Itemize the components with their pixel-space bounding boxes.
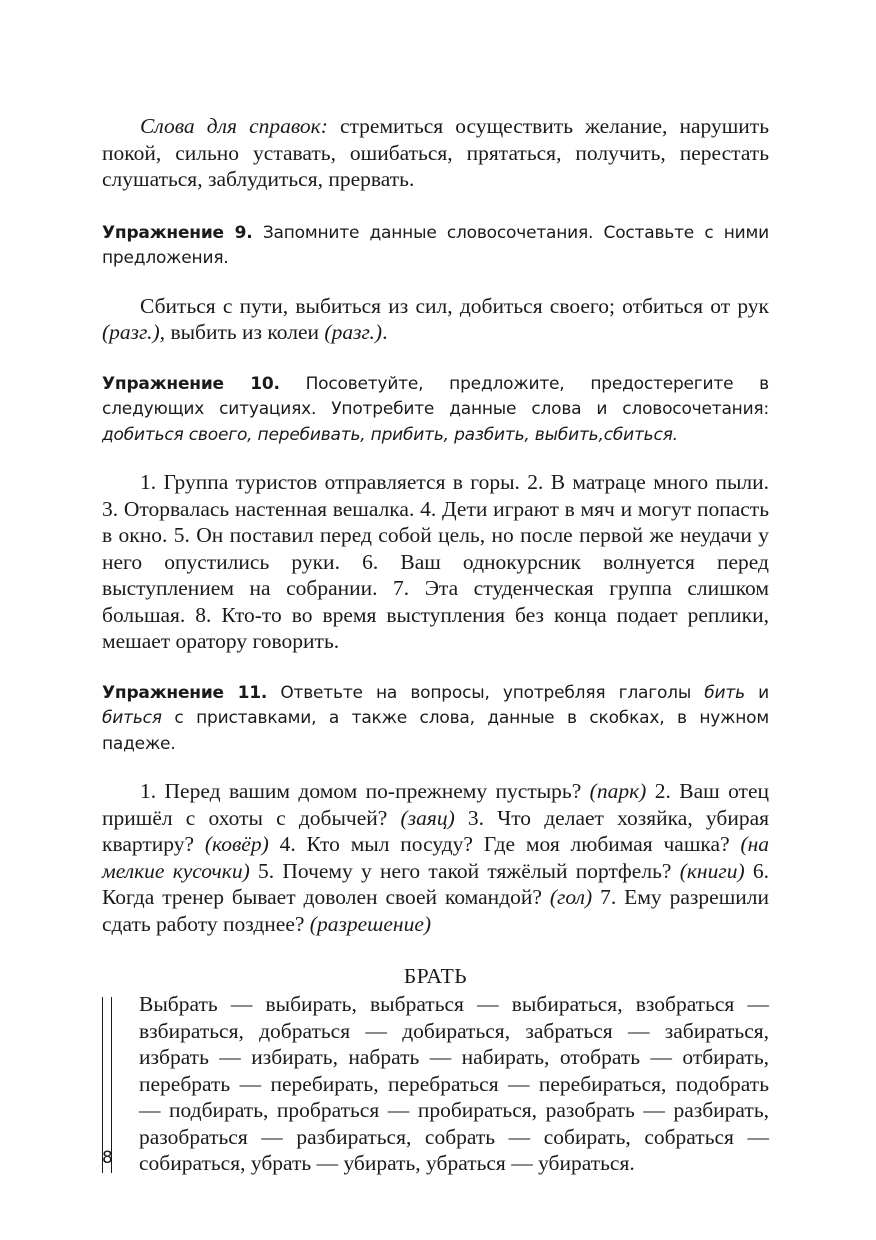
exercise-9-text-b: выбить из колеи	[165, 320, 325, 344]
exercise-10-words: добиться своего, перебивать, прибить, разбить, выбить,сбиться.	[102, 424, 678, 445]
exercise-10-body: 1. Группа туристов отправляется в горы. 2. В матраце много пыли. 3. Оторвалась настенная вешалка. 4. Дети играют в мяч и могут попасть в окно. 5. Он поставил перед собой цель, но после первой же неудачи у него опустились руки. 6. Ваш однокурсник волнуется перед выступлением на собрании. 7. Эта студенческая группа слишком большая. 8. Кто-то во время выступления без конца подает реплики, мешает оратору говорить.	[102, 470, 769, 653]
exercise-10-label: Упражнение 10.	[102, 373, 280, 394]
exercise-9-label: Упражнение 9.	[102, 222, 253, 243]
exercise-9-heading	[102, 221, 769, 272]
brat-text: Выбрать — выбирать, выбраться — выбираться, взобраться — взбираться, добраться — добираться, забраться — забираться, избрать — избирать, набрать — набирать, отобрать — отбирать, перебрать — перебирать, перебраться — перебираться, подобрать — подбирать, пробраться — пробираться, разобрать — разбирать, разобраться — разбираться, собрать — собирать, собраться — собираться, убрать — убирать, убраться — убираться.	[139, 992, 769, 1175]
hint-5: (книги)	[679, 858, 745, 883]
question-4: 4. Кто мыл посуду? Где моя любимая чашка?	[268, 832, 741, 856]
exercise-11-instruction-a: Ответьте на вопросы, употребляя глаголы	[267, 682, 705, 703]
hint-2: (заяц)	[400, 805, 455, 830]
hint-6: (гол)	[549, 885, 593, 909]
exercise-9-text-c: .	[382, 320, 388, 344]
brat-word-list	[102, 991, 769, 1177]
reference-label: Слова для справок:	[140, 114, 328, 138]
exercise-10-heading	[102, 372, 769, 449]
hint-1: (парк)	[589, 779, 647, 803]
question-3: 3. Что делает хозяйка, убирая квартиру?	[102, 805, 770, 856]
question-7: 7. Ему разрешили сдать работу позднее?	[102, 885, 769, 936]
exercise-9-body	[102, 293, 769, 346]
exercise-10-instruction: Посоветуйте, предложите, предостерегите в следующих ситуациях. Употребите данные слова и словосочетания:	[102, 373, 769, 419]
reference-words	[102, 113, 769, 193]
page-content	[102, 113, 769, 1177]
exercise-11-instruction-b: и	[744, 682, 769, 703]
exercise-9-mark-1: (разг.),	[102, 320, 166, 344]
question-6: 6. Когда тренер бывает доволен своей командой?	[102, 858, 769, 909]
exercise-11-verb-1: бить	[704, 682, 745, 703]
hint-3: (ковёр)	[204, 832, 269, 856]
hint-4: (на мелкие кусочки)	[102, 832, 770, 883]
exercise-11-heading	[102, 681, 769, 758]
exercise-9-mark-2: (разг.)	[324, 320, 383, 344]
question-2: 2. Ваш отец пришёл с охоты с добычей?	[102, 779, 769, 830]
page-number: 8	[102, 1148, 113, 1168]
question-1: 1. Перед вашим домом по-прежнему пустырь?	[140, 779, 590, 803]
reference-text: стремиться осуществить желание, нарушить покой, сильно уставать, ошибаться, прятаться, получить, перестать слушаться, заблудиться, прервать.	[102, 114, 769, 191]
exercise-11-label: Упражнение 11.	[102, 682, 268, 703]
section-title-brat: БРАТЬ	[403, 964, 468, 988]
exercise-9-text-a: Сбиться с пути, выбиться из сил, добиться своего; отбиться от рук	[140, 293, 769, 318]
margin-double-rule	[102, 997, 112, 1173]
exercise-11-instruction-c: с приставками, а также слова, данные в скобках, в нужном падеже.	[102, 708, 769, 754]
exercise-11-body	[102, 778, 769, 937]
question-5: 5. Почему у него такой тяжёлый портфель?	[249, 858, 680, 883]
exercise-11-verb-2: биться	[102, 708, 162, 728]
hint-7: (разрешение)	[309, 911, 432, 936]
exercise-9-instruction: Запомните данные словосочетания. Составьте с ними предложения.	[102, 222, 769, 268]
